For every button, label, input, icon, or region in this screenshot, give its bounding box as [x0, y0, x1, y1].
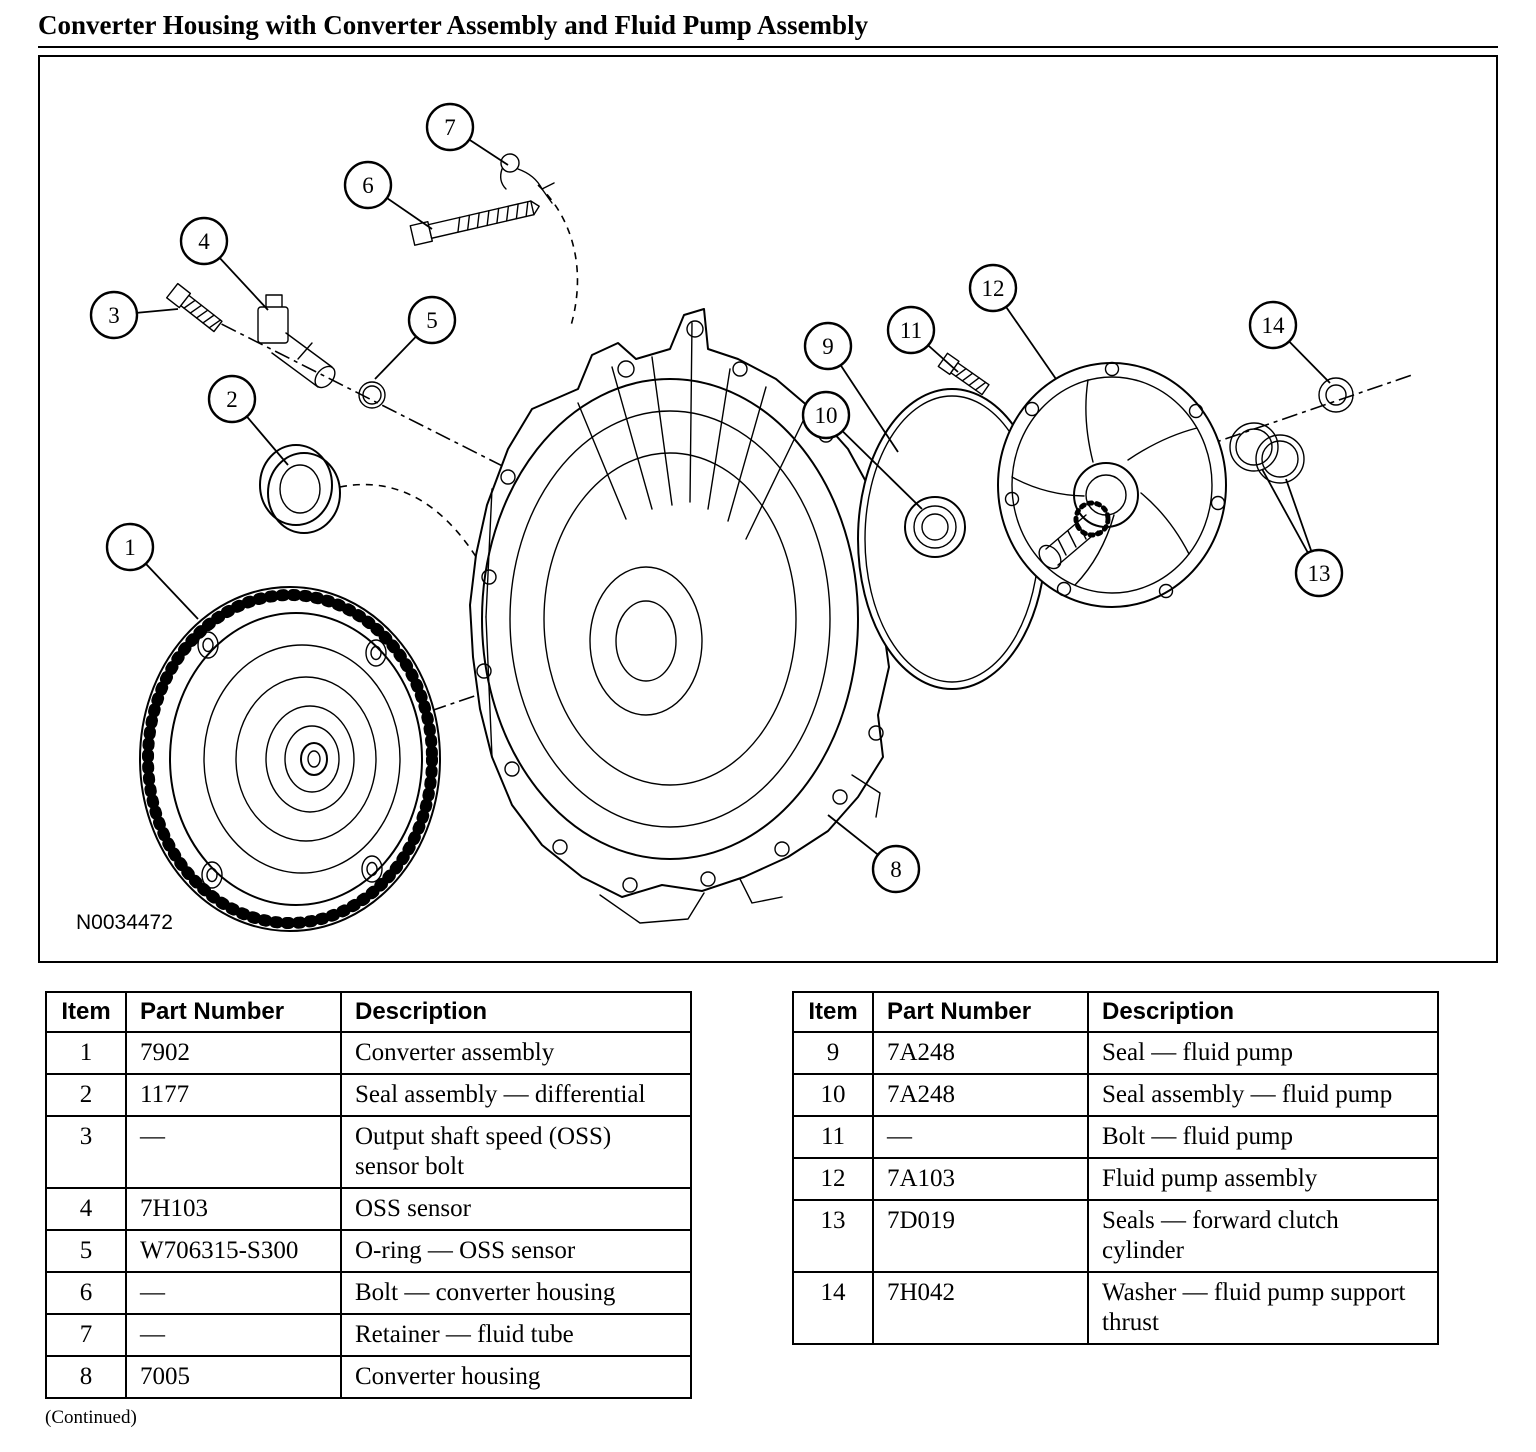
description-cell: Seal assembly — differential — [341, 1074, 691, 1116]
callout-7 — [427, 104, 473, 150]
description-cell: O-ring — OSS sensor — [341, 1230, 691, 1272]
svg-text:13: 13 — [1307, 561, 1331, 586]
svg-text:1: 1 — [124, 535, 136, 560]
table-row — [793, 1158, 1438, 1200]
item-cell: 14 — [793, 1272, 873, 1344]
table-row — [46, 1314, 691, 1356]
item-cell: 12 — [793, 1158, 873, 1200]
callout-11 — [888, 307, 934, 353]
thrust-washer-drawing — [1319, 378, 1353, 412]
callout-3 — [91, 292, 137, 338]
part-number-header: Part Number — [873, 992, 1088, 1032]
parts-tables — [45, 991, 1496, 1399]
description-cell: Bolt — converter housing — [341, 1272, 691, 1314]
svg-text:14: 14 — [1261, 313, 1285, 338]
description-header: Description — [341, 992, 691, 1032]
continued-label: (Continued) — [45, 1407, 137, 1428]
seal-reference-line — [340, 485, 488, 577]
oss-sensor-drawing — [258, 295, 339, 391]
item-header: Item — [46, 992, 126, 1032]
callout-5 — [409, 297, 455, 343]
description-cell: Seals — forward clutch cylinder — [1088, 1200, 1438, 1272]
item-cell: 11 — [793, 1116, 873, 1158]
callout-6 — [345, 162, 391, 208]
item-cell: 5 — [46, 1230, 126, 1272]
description-cell: Washer — fluid pump support thrust — [1088, 1272, 1438, 1344]
description-cell: Converter assembly — [341, 1032, 691, 1074]
svg-text:4: 4 — [198, 229, 210, 254]
svg-text:3: 3 — [108, 303, 120, 328]
table-header-row — [46, 992, 691, 1032]
part-number-cell: W706315-S300 — [126, 1230, 341, 1272]
description-cell: Converter housing — [341, 1356, 691, 1398]
table-row — [46, 1356, 691, 1398]
table-row — [46, 1272, 691, 1314]
description-cell: Bolt — fluid pump — [1088, 1116, 1438, 1158]
item-cell: 1 — [46, 1032, 126, 1074]
description-cell: Fluid pump assembly — [1088, 1158, 1438, 1200]
housing-bolt-drawing — [410, 197, 541, 246]
callout-9 — [805, 323, 851, 369]
item-cell: 9 — [793, 1032, 873, 1074]
callout-1 — [107, 524, 153, 570]
part-number-cell: 1177 — [126, 1074, 341, 1116]
item-cell: 10 — [793, 1074, 873, 1116]
part-number-cell: 7005 — [126, 1356, 341, 1398]
item-cell: 6 — [46, 1272, 126, 1314]
table-row — [46, 1032, 691, 1074]
item-header: Item — [793, 992, 873, 1032]
svg-text:7: 7 — [444, 115, 456, 140]
table-row — [793, 1032, 1438, 1074]
fluid-tube-retainer-drawing — [501, 154, 554, 203]
description-cell: Retainer — fluid tube — [341, 1314, 691, 1356]
torque-converter-drawing — [140, 587, 440, 931]
item-cell: 8 — [46, 1356, 126, 1398]
page-title: Converter Housing with Converter Assembly and Fluid Pump Assembly — [38, 10, 869, 40]
table-row — [793, 1200, 1438, 1272]
item-cell: 4 — [46, 1188, 126, 1230]
differential-seal-drawing — [260, 445, 340, 533]
parts-table-right — [792, 991, 1439, 1345]
callout-2 — [209, 376, 255, 422]
oss-o-ring-drawing — [359, 382, 385, 408]
part-number-cell: — — [126, 1272, 341, 1314]
description-cell: Seal assembly — fluid pump — [1088, 1074, 1438, 1116]
item-cell: 3 — [46, 1116, 126, 1188]
svg-text:8: 8 — [890, 857, 902, 882]
description-cell: OSS sensor — [341, 1188, 691, 1230]
table-header-row — [793, 992, 1438, 1032]
table-row — [46, 1188, 691, 1230]
table-row — [46, 1230, 691, 1272]
description-header: Description — [1088, 992, 1438, 1032]
part-number-cell: 7A248 — [873, 1074, 1088, 1116]
svg-text:2: 2 — [226, 387, 238, 412]
svg-text:6: 6 — [362, 173, 374, 198]
part-number-header: Part Number — [126, 992, 341, 1032]
description-cell: Output shaft speed (OSS) sensor bolt — [341, 1116, 691, 1188]
parts-table-left — [45, 991, 692, 1399]
table-row — [793, 1272, 1438, 1344]
part-number-cell: 7H042 — [873, 1272, 1088, 1344]
fluid-pump-assembly-drawing — [998, 363, 1226, 608]
callout-8 — [873, 846, 919, 892]
callout-13 — [1296, 550, 1342, 596]
part-number-cell: 7D019 — [873, 1200, 1088, 1272]
part-number-cell: — — [126, 1314, 341, 1356]
item-cell: 7 — [46, 1314, 126, 1356]
svg-text:5: 5 — [426, 308, 438, 333]
part-number-cell: — — [873, 1116, 1088, 1158]
title-rule — [38, 46, 1498, 48]
item-cell: 13 — [793, 1200, 873, 1272]
part-number-cell: 7902 — [126, 1032, 341, 1074]
callout-14 — [1250, 302, 1296, 348]
part-number-cell: 7H103 — [126, 1188, 341, 1230]
exploded-view-drawing — [40, 57, 1496, 961]
part-number-cell: 7A248 — [873, 1032, 1088, 1074]
svg-text:10: 10 — [814, 403, 838, 428]
svg-text:11: 11 — [899, 318, 923, 343]
fluid-tube-line — [538, 185, 577, 329]
callout-12 — [970, 265, 1016, 311]
table-row — [793, 1116, 1438, 1158]
callout-10 — [803, 392, 849, 438]
table-row — [46, 1116, 691, 1188]
callout-4 — [181, 218, 227, 264]
part-number-cell: — — [126, 1116, 341, 1188]
exploded-view-figure — [38, 55, 1498, 963]
part-number-cell: 7A103 — [873, 1158, 1088, 1200]
svg-text:12: 12 — [981, 276, 1005, 301]
svg-text:9: 9 — [822, 334, 834, 359]
description-cell: Seal — fluid pump — [1088, 1032, 1438, 1074]
clutch-cylinder-seals-drawing — [1230, 423, 1304, 483]
item-cell: 2 — [46, 1074, 126, 1116]
figure-id-label: N0034472 — [76, 911, 173, 934]
table-row — [793, 1074, 1438, 1116]
table-row — [46, 1074, 691, 1116]
